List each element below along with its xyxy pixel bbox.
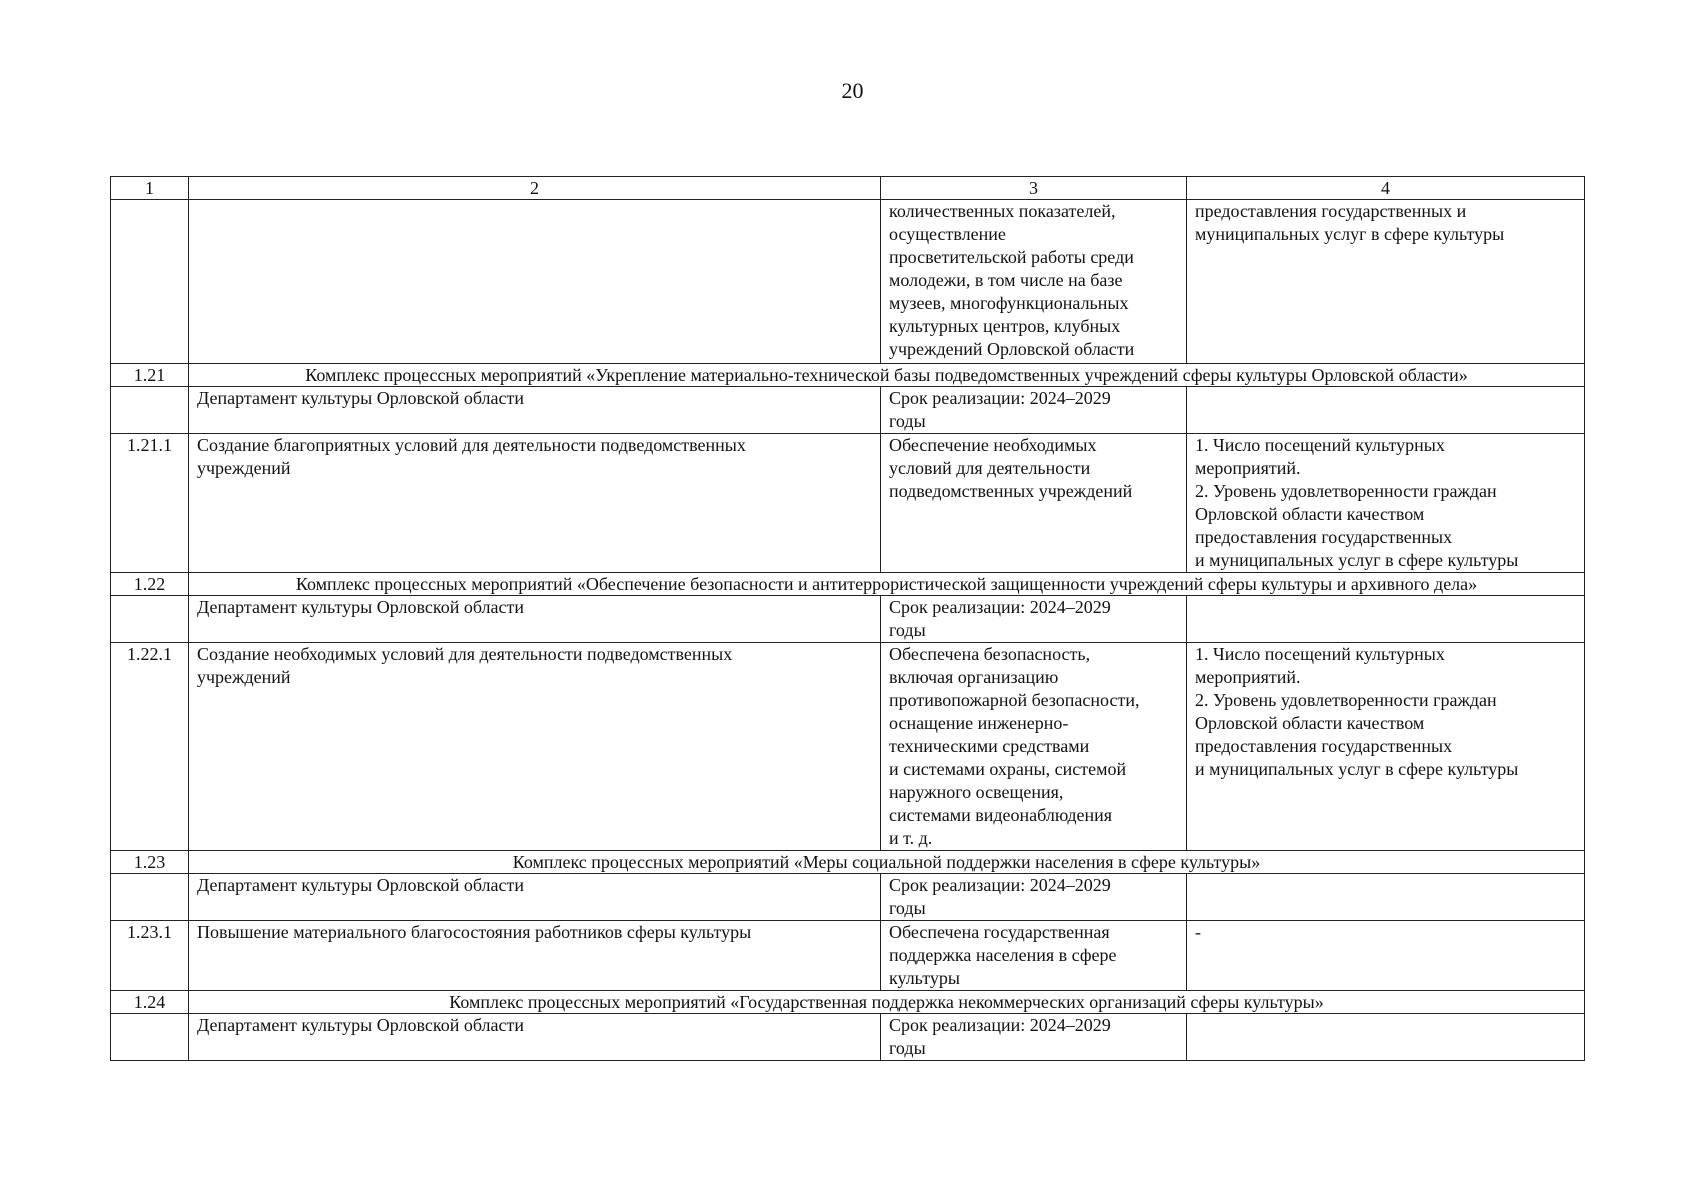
header-cell-1: 1	[111, 177, 189, 200]
implementation-term: Срок реализации: 2024–2029 годы	[881, 596, 1187, 643]
responsible-department: Департамент культуры Орловской области	[189, 1014, 881, 1061]
continuation-indicators-cell: предоставления государственных и муниципальных услуг в сфере культуры	[1187, 200, 1585, 364]
responsible-department: Департамент культуры Орловской области	[189, 596, 881, 643]
page-number: 20	[841, 78, 864, 103]
empty-num-cell	[111, 596, 189, 643]
continuation-num-cell	[111, 200, 189, 364]
item-task: Создание необходимых условий для деятельности подведомственных учреждений	[189, 643, 881, 851]
empty-num-cell	[111, 387, 189, 434]
responsible-department: Департамент культуры Орловской области	[189, 387, 881, 434]
empty-num-cell	[111, 874, 189, 921]
item-indicators: -	[1187, 921, 1585, 991]
empty-num-cell	[111, 1014, 189, 1061]
program-table	[110, 176, 1585, 1061]
implementation-term: Срок реализации: 2024–2029 годы	[881, 874, 1187, 921]
implementation-term: Срок реализации: 2024–2029 годы	[881, 1014, 1187, 1061]
section-row	[111, 991, 1585, 1014]
item-indicators: 1. Число посещений культурных мероприятий. 2. Уровень удовлетворенности граждан Орловской области качеством предоставления государственных и муниципальных услуг в сфере культуры	[1187, 434, 1585, 573]
responsible-department: Департамент культуры Орловской области	[189, 874, 881, 921]
section-row	[111, 573, 1585, 596]
header-cell-4: 4	[1187, 177, 1585, 200]
continuation-row	[111, 200, 1585, 364]
item-result: Обеспечение необходимых условий для деятельности подведомственных учреждений	[881, 434, 1187, 573]
header-cell-3: 3	[881, 177, 1187, 200]
table-header-row	[111, 177, 1585, 200]
item-number: 1.23.1	[111, 921, 189, 991]
item-result: Обеспечена безопасность, включая организацию противопожарной безопасности, оснащение инженерно- техническими средствами и системами охраны, системой наружного освещения, системами видеонаблюдения и т. д.	[881, 643, 1187, 851]
item-indicators: 1. Число посещений культурных мероприятий. 2. Уровень удовлетворенности граждан Орловской области качеством предоставления государственных и муниципальных услуг в сфере культуры	[1187, 643, 1585, 851]
implementation-term: Срок реализации: 2024–2029 годы	[881, 387, 1187, 434]
responsible-row	[111, 387, 1585, 434]
responsible-row	[111, 596, 1585, 643]
section-row	[111, 851, 1585, 874]
table-row	[111, 643, 1585, 851]
continuation-task-cell	[189, 200, 881, 364]
section-title: Комплекс процессных мероприятий «Меры социальной поддержки населения в сфере культуры»	[189, 851, 1585, 874]
table-row	[111, 434, 1585, 573]
section-title: Комплекс процессных мероприятий «Государственная поддержка некоммерческих организаций сферы культуры»	[189, 991, 1585, 1014]
section-number: 1.21	[111, 364, 189, 387]
section-number: 1.24	[111, 991, 189, 1014]
table-row	[111, 921, 1585, 991]
item-task: Создание благоприятных условий для деятельности подведомственных учреждений	[189, 434, 881, 573]
item-number: 1.21.1	[111, 434, 189, 573]
section-number: 1.22	[111, 573, 189, 596]
responsible-row	[111, 1014, 1585, 1061]
item-number: 1.22.1	[111, 643, 189, 851]
section-row	[111, 364, 1585, 387]
item-task: Повышение материального благосостояния работников сферы культуры	[189, 921, 881, 991]
term-indicators-cell	[1187, 874, 1585, 921]
continuation-result-cell: количественных показателей, осуществление просветительской работы среди молодежи, в том числе на базе музеев, многофункциональных культурных центров, клубных учреждений Орловской области	[881, 200, 1187, 364]
item-result: Обеспечена государственная поддержка населения в сфере культуры	[881, 921, 1187, 991]
term-indicators-cell	[1187, 387, 1585, 434]
header-cell-2: 2	[189, 177, 881, 200]
term-indicators-cell	[1187, 596, 1585, 643]
term-indicators-cell	[1187, 1014, 1585, 1061]
section-title: Комплекс процессных мероприятий «Укрепление материально-технической базы подведомственных учреждений сферы культуры Орловской области»	[189, 364, 1585, 387]
section-title: Комплекс процессных мероприятий «Обеспечение безопасности и антитеррористической защищенности учреждений сферы культуры и архивного дела»	[189, 573, 1585, 596]
section-number: 1.23	[111, 851, 189, 874]
responsible-row	[111, 874, 1585, 921]
